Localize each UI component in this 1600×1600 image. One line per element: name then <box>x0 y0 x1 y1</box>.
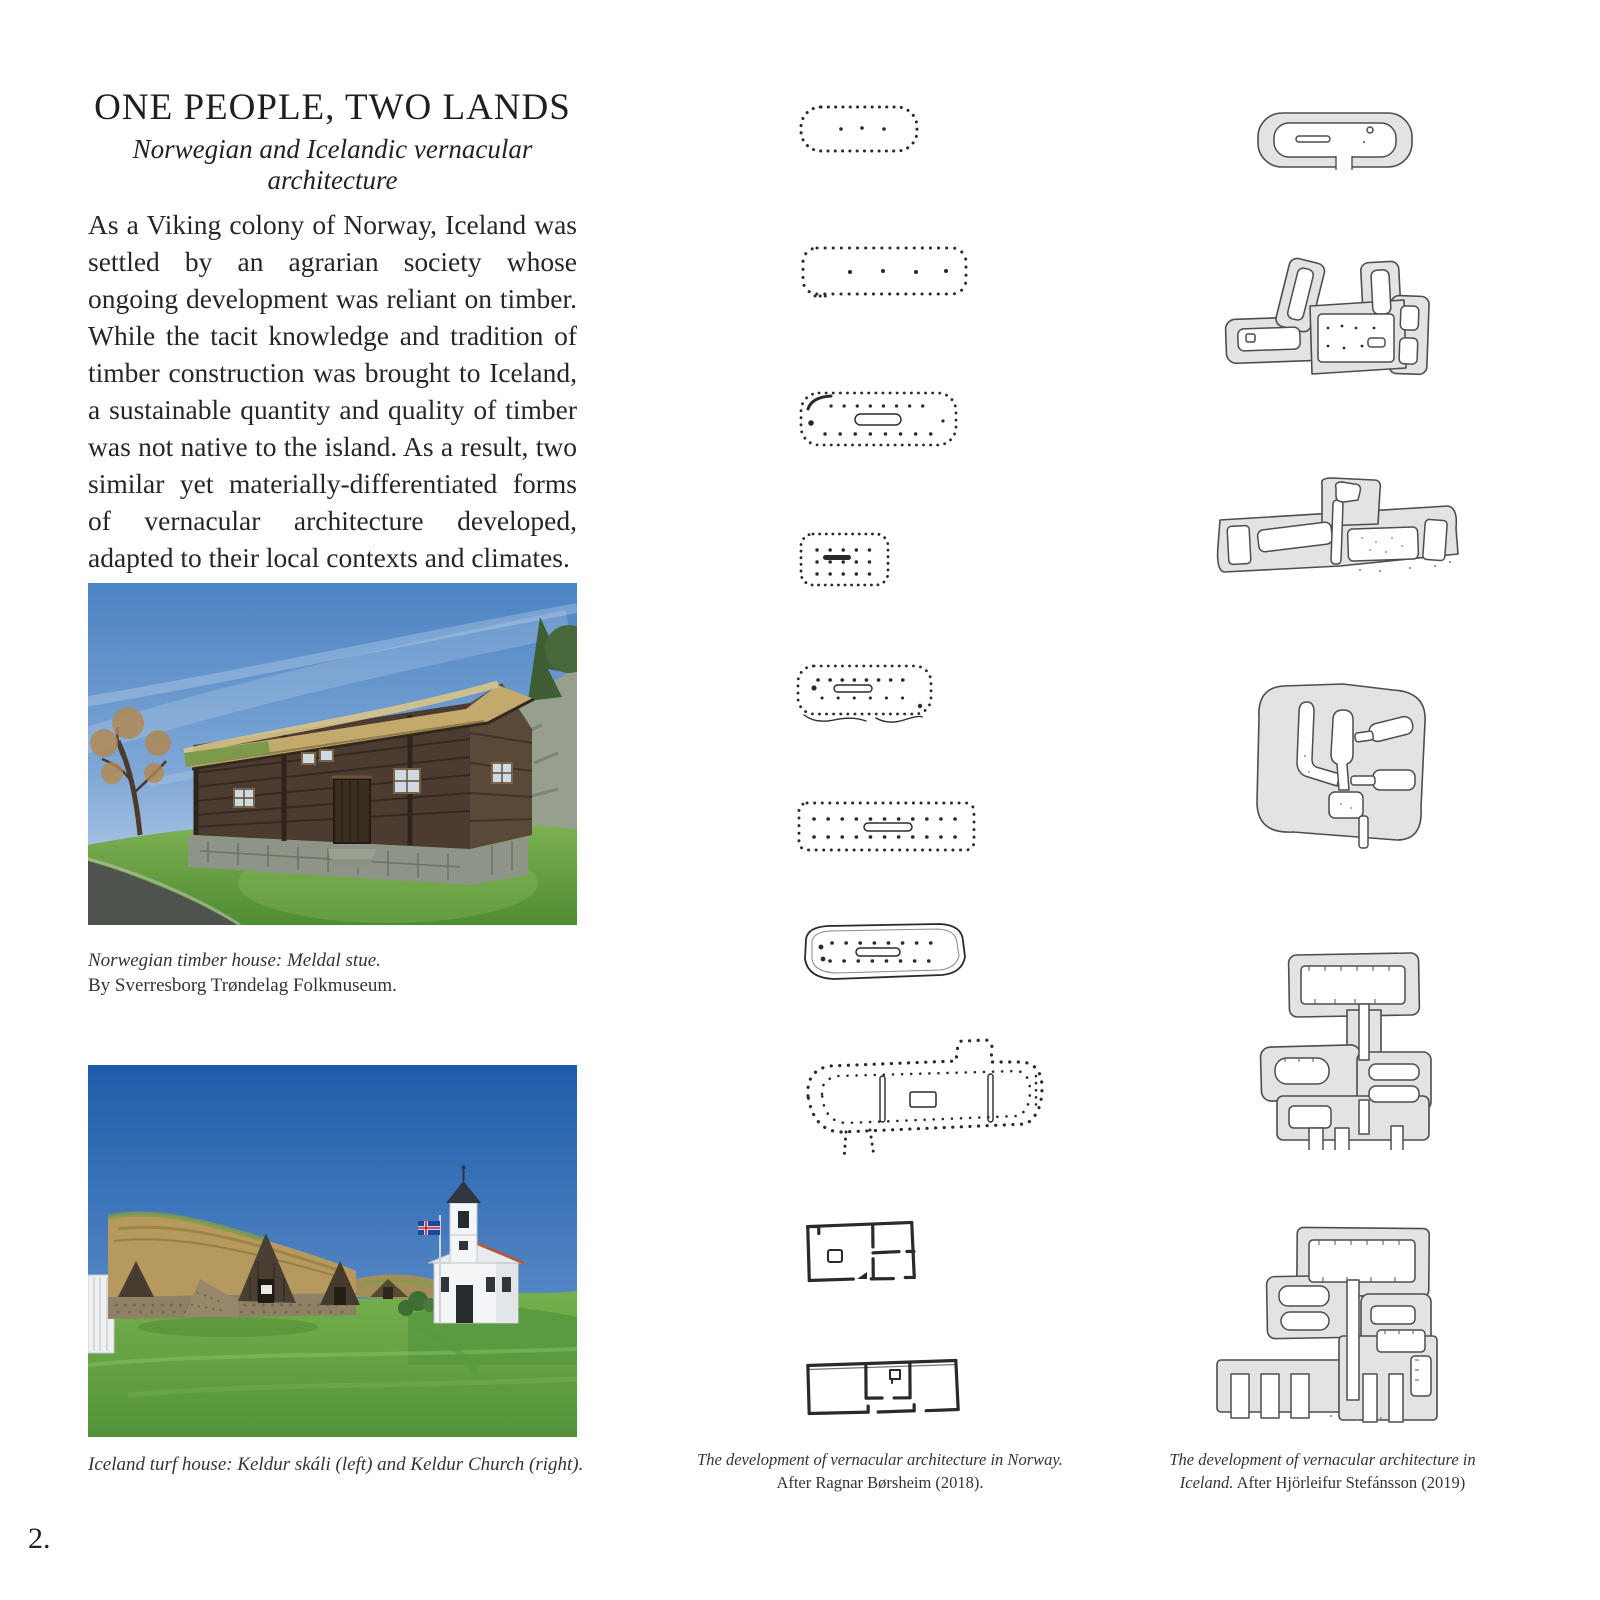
page-subtitle: Norwegian and Icelandic vernacular architecture <box>132 134 533 195</box>
iceland-stage-5-plan <box>1235 950 1435 1150</box>
iceland-photo-caption <box>88 1452 583 1477</box>
norway-stage-7-sketch <box>794 915 971 987</box>
norway-diagram-caption <box>690 1448 1070 1494</box>
norway-diagram-caption-line1: The development of vernacular architecture in Norway. <box>697 1450 1063 1469</box>
norway-photo-caption-regular: By Sverresborg Trøndelag Folkmuseum. <box>88 975 397 996</box>
photo-norwegian-timber-house <box>88 583 577 925</box>
iceland-diagram-caption-line1: The development of vernacular architecture in <box>1169 1450 1476 1469</box>
iceland-stage-6-plan <box>1211 1224 1446 1424</box>
iceland-photo-caption-italic: Iceland turf house: Keldur skáli (left) and Keldur Church (right). <box>88 1454 584 1475</box>
iceland-stage-1-plan <box>1252 106 1420 176</box>
iceland-photo-scene <box>88 1065 577 1437</box>
norway-stage-3-sketch <box>795 383 962 455</box>
norway-stage-5-sketch <box>792 658 939 728</box>
norway-stage-10-sketch <box>802 1354 962 1418</box>
norway-stage-1-sketch <box>795 100 925 158</box>
norway-stage-8-sketch <box>790 1036 1052 1166</box>
iceland-diagram-caption-line2-regular: After Hjörleifur Stefánsson (2019) <box>1236 1473 1466 1492</box>
iceland-diagram-caption-line2-italic: Iceland. <box>1179 1473 1234 1492</box>
iceland-stage-4-plan <box>1247 676 1432 851</box>
norway-stage-9-sketch <box>801 1217 919 1285</box>
norway-photo-caption <box>88 948 397 998</box>
norway-photo-caption-italic: Norwegian timber house: Meldal stue. <box>88 950 381 971</box>
photo-iceland-turf-house <box>88 1065 577 1437</box>
page-title: ONE PEOPLE, TWO LANDS <box>94 87 571 128</box>
norway-stage-6-sketch <box>794 796 979 858</box>
iceland-stage-3-plan <box>1210 476 1462 576</box>
iceland-diagram-caption-line2 <box>1150 1471 1495 1494</box>
norway-photo-scene <box>88 583 577 925</box>
iceland-stage-2-plan <box>1222 256 1432 381</box>
norway-diagram-caption-line2: After Ragnar Børsheim (2018). <box>776 1473 984 1492</box>
norway-stage-4-sketch <box>795 525 895 595</box>
body-paragraph: As a Viking colony of Norway, Iceland was settled by an agrarian society whose ongoing development was reliant on timber. While the tacit knowledge and tradition of timber construction was brought to Iceland, a sustainable quantity and quality of timber was not native to the island. As a result, two similar yet materially-differentiated forms of vernacular architecture developed, adapted to their local contexts and climates. <box>88 209 577 573</box>
iceland-diagram-caption <box>1150 1448 1495 1494</box>
norway-stage-2-sketch <box>797 240 972 304</box>
page-number: 2. <box>28 1522 51 1555</box>
